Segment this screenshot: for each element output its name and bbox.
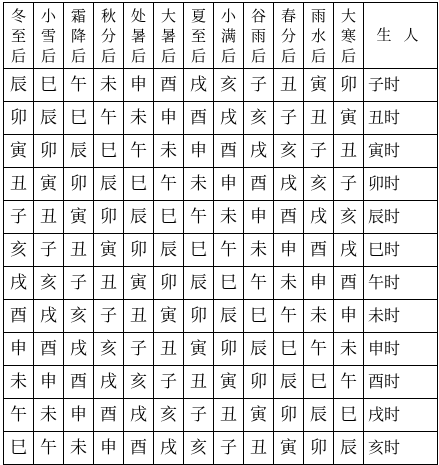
header-char: 后 bbox=[130, 46, 146, 65]
branch-cell: 酉 bbox=[244, 168, 274, 201]
branch-cell: 子 bbox=[124, 333, 154, 366]
header-char: 秋 bbox=[100, 6, 116, 25]
solar-term-header bbox=[334, 3, 364, 69]
branch-cell: 子 bbox=[184, 399, 214, 432]
branch-cell: 卯 bbox=[94, 201, 124, 234]
header-char: 冬 bbox=[10, 6, 26, 25]
branch-cell: 巳 bbox=[34, 69, 64, 102]
branch-cell: 酉 bbox=[184, 102, 214, 135]
branch-cell: 酉 bbox=[94, 399, 124, 432]
table-row bbox=[4, 399, 438, 432]
branch-cell: 亥 bbox=[304, 168, 334, 201]
branch-cell: 子 bbox=[214, 432, 244, 465]
branch-cell: 戌 bbox=[154, 432, 184, 465]
branch-cell: 巳 bbox=[64, 102, 94, 135]
branch-cell: 亥 bbox=[124, 366, 154, 399]
branch-cell: 辰 bbox=[34, 102, 64, 135]
branch-cell: 申 bbox=[184, 135, 214, 168]
header-char: 后 bbox=[220, 46, 236, 65]
branch-cell: 辰 bbox=[334, 432, 364, 465]
birth-hour-label: 申时 bbox=[364, 333, 438, 366]
branch-cell: 酉 bbox=[64, 366, 94, 399]
branch-cell: 亥 bbox=[4, 234, 34, 267]
branch-cell: 子 bbox=[154, 366, 184, 399]
birth-hour-label: 酉时 bbox=[364, 366, 438, 399]
branch-cell: 申 bbox=[334, 300, 364, 333]
branch-cell: 酉 bbox=[34, 333, 64, 366]
header-char: 后 bbox=[40, 46, 56, 65]
branch-cell: 子 bbox=[334, 168, 364, 201]
branch-cell: 子 bbox=[244, 69, 274, 102]
branch-cell: 申 bbox=[274, 234, 304, 267]
birth-hour-label: 子时 bbox=[364, 69, 438, 102]
branch-cell: 未 bbox=[334, 333, 364, 366]
branch-cell: 子 bbox=[34, 234, 64, 267]
branch-cell: 亥 bbox=[34, 267, 64, 300]
branch-cell: 未 bbox=[4, 366, 34, 399]
branch-cell: 酉 bbox=[304, 234, 334, 267]
branch-cell: 戌 bbox=[124, 399, 154, 432]
birth-hour-label: 寅时 bbox=[364, 135, 438, 168]
header-char: 大 bbox=[160, 6, 176, 25]
branch-cell: 亥 bbox=[184, 432, 214, 465]
branch-cell: 酉 bbox=[214, 135, 244, 168]
branch-cell: 子 bbox=[274, 102, 304, 135]
solar-term-header bbox=[184, 3, 214, 69]
header-char: 雨 bbox=[250, 26, 266, 45]
solar-term-header bbox=[94, 3, 124, 69]
branch-cell: 巳 bbox=[274, 333, 304, 366]
table-row bbox=[4, 333, 438, 366]
branch-cell: 戌 bbox=[244, 135, 274, 168]
branch-cell: 卯 bbox=[334, 69, 364, 102]
header-char: 降 bbox=[70, 26, 86, 45]
solar-term-header bbox=[4, 3, 34, 69]
header-char: 春 bbox=[280, 6, 296, 25]
branch-cell: 酉 bbox=[334, 267, 364, 300]
branch-cell: 丑 bbox=[244, 432, 274, 465]
header-char: 后 bbox=[340, 46, 356, 65]
branch-cell: 戌 bbox=[304, 201, 334, 234]
branch-cell: 未 bbox=[274, 267, 304, 300]
branch-cell: 午 bbox=[184, 201, 214, 234]
table-wrapper bbox=[3, 2, 438, 465]
birth-hour-label: 亥时 bbox=[364, 432, 438, 465]
branch-cell: 巳 bbox=[94, 135, 124, 168]
branch-cell: 未 bbox=[214, 201, 244, 234]
branch-cell: 申 bbox=[214, 168, 244, 201]
birth-hour-label: 午时 bbox=[364, 267, 438, 300]
branch-cell: 卯 bbox=[124, 234, 154, 267]
branch-cell: 午 bbox=[334, 366, 364, 399]
branch-cell: 辰 bbox=[184, 267, 214, 300]
header-char: 大 bbox=[340, 6, 356, 25]
solar-term-header bbox=[124, 3, 154, 69]
branch-cell: 未 bbox=[154, 135, 184, 168]
branch-cell: 子 bbox=[304, 135, 334, 168]
branch-cell: 巳 bbox=[4, 432, 34, 465]
branch-cell: 申 bbox=[124, 69, 154, 102]
branch-cell: 亥 bbox=[214, 69, 244, 102]
branch-cell: 亥 bbox=[64, 300, 94, 333]
header-char: 寒 bbox=[340, 26, 356, 45]
branch-cell: 寅 bbox=[304, 69, 334, 102]
branch-cell: 巳 bbox=[184, 234, 214, 267]
branch-cell: 申 bbox=[64, 399, 94, 432]
branch-cell: 寅 bbox=[214, 366, 244, 399]
header-char: 至 bbox=[10, 26, 26, 45]
table-row bbox=[4, 267, 438, 300]
birth-hour-label: 巳时 bbox=[364, 234, 438, 267]
branch-cell: 午 bbox=[154, 168, 184, 201]
branch-cell: 卯 bbox=[34, 135, 64, 168]
header-char: 后 bbox=[280, 46, 296, 65]
header-char: 至 bbox=[190, 26, 206, 45]
birth-header: 生人 bbox=[364, 3, 438, 69]
header-char: 小 bbox=[40, 6, 56, 25]
birth-hour-label: 卯时 bbox=[364, 168, 438, 201]
solar-term-header bbox=[244, 3, 274, 69]
branch-cell: 丑 bbox=[334, 135, 364, 168]
branch-cell: 戌 bbox=[274, 168, 304, 201]
branch-cell: 未 bbox=[34, 399, 64, 432]
branch-cell: 申 bbox=[154, 102, 184, 135]
branch-cell: 戌 bbox=[334, 234, 364, 267]
branch-cell: 午 bbox=[304, 333, 334, 366]
branch-cell: 申 bbox=[34, 366, 64, 399]
solar-term-header bbox=[64, 3, 94, 69]
branch-cell: 子 bbox=[4, 201, 34, 234]
header-char: 小 bbox=[220, 6, 236, 25]
branch-cell: 戌 bbox=[184, 69, 214, 102]
branch-cell: 午 bbox=[34, 432, 64, 465]
branch-cell: 午 bbox=[64, 69, 94, 102]
branch-cell: 丑 bbox=[94, 267, 124, 300]
branch-cell: 卯 bbox=[64, 168, 94, 201]
branch-cell: 戌 bbox=[214, 102, 244, 135]
branch-cell: 寅 bbox=[64, 201, 94, 234]
branch-cell: 丑 bbox=[304, 102, 334, 135]
header-char: 暑 bbox=[160, 26, 176, 45]
branch-cell: 午 bbox=[124, 135, 154, 168]
branch-cell: 巳 bbox=[124, 168, 154, 201]
table-row bbox=[4, 201, 438, 234]
branch-cell: 亥 bbox=[334, 201, 364, 234]
branch-cell: 午 bbox=[274, 300, 304, 333]
branch-cell: 寅 bbox=[34, 168, 64, 201]
branch-cell: 寅 bbox=[334, 102, 364, 135]
branch-cell: 丑 bbox=[124, 300, 154, 333]
branch-cell: 辰 bbox=[4, 69, 34, 102]
header-char: 谷 bbox=[250, 6, 266, 25]
header-char: 后 bbox=[160, 46, 176, 65]
header-char: 满 bbox=[220, 26, 236, 45]
header-char: 处 bbox=[130, 6, 146, 25]
table-row bbox=[4, 102, 438, 135]
branch-cell: 巳 bbox=[154, 201, 184, 234]
header-char: 分 bbox=[100, 26, 116, 45]
branch-cell: 酉 bbox=[4, 300, 34, 333]
table-row bbox=[4, 69, 438, 102]
branch-cell: 卯 bbox=[274, 399, 304, 432]
branch-cell: 寅 bbox=[244, 399, 274, 432]
branch-cell: 申 bbox=[4, 333, 34, 366]
table-row bbox=[4, 168, 438, 201]
branch-cell: 卯 bbox=[304, 432, 334, 465]
header-char: 后 bbox=[100, 46, 116, 65]
header-char: 后 bbox=[70, 46, 86, 65]
branch-cell: 辰 bbox=[64, 135, 94, 168]
branch-cell: 亥 bbox=[154, 399, 184, 432]
branch-cell: 午 bbox=[244, 267, 274, 300]
branch-cell: 未 bbox=[94, 69, 124, 102]
branch-cell: 申 bbox=[244, 201, 274, 234]
branch-cell: 辰 bbox=[304, 399, 334, 432]
table-row bbox=[4, 366, 438, 399]
branch-cell: 酉 bbox=[154, 69, 184, 102]
solar-term-header bbox=[304, 3, 334, 69]
branch-cell: 卯 bbox=[244, 366, 274, 399]
header-char: 暑 bbox=[130, 26, 146, 45]
branch-cell: 戌 bbox=[4, 267, 34, 300]
branch-cell: 寅 bbox=[274, 432, 304, 465]
header-char: 雪 bbox=[40, 26, 56, 45]
table-row bbox=[4, 234, 438, 267]
solar-term-header bbox=[154, 3, 184, 69]
solar-term-header bbox=[274, 3, 304, 69]
branch-cell: 未 bbox=[184, 168, 214, 201]
branch-cell: 未 bbox=[64, 432, 94, 465]
header-char: 分 bbox=[280, 26, 296, 45]
branch-cell: 戌 bbox=[94, 366, 124, 399]
branch-cell: 巳 bbox=[304, 366, 334, 399]
branch-cell: 辰 bbox=[94, 168, 124, 201]
branch-cell: 巳 bbox=[334, 399, 364, 432]
header-char: 水 bbox=[310, 26, 326, 45]
branch-cell: 午 bbox=[214, 234, 244, 267]
branch-cell: 巳 bbox=[214, 267, 244, 300]
branch-cell: 巳 bbox=[244, 300, 274, 333]
branch-cell: 辰 bbox=[244, 333, 274, 366]
branch-cell: 辰 bbox=[214, 300, 244, 333]
branch-cell: 丑 bbox=[64, 234, 94, 267]
birth-hour-label: 丑时 bbox=[364, 102, 438, 135]
header-row bbox=[4, 3, 438, 69]
solar-term-header bbox=[34, 3, 64, 69]
branch-cell: 申 bbox=[94, 432, 124, 465]
solar-term-header bbox=[214, 3, 244, 69]
header-char: 后 bbox=[10, 46, 26, 65]
branch-cell: 丑 bbox=[34, 201, 64, 234]
branch-cell: 卯 bbox=[154, 267, 184, 300]
branch-cell: 酉 bbox=[274, 201, 304, 234]
branch-cell: 丑 bbox=[154, 333, 184, 366]
branch-cell: 寅 bbox=[4, 135, 34, 168]
branch-cell: 辰 bbox=[154, 234, 184, 267]
branch-cell: 辰 bbox=[274, 366, 304, 399]
branch-cell: 亥 bbox=[274, 135, 304, 168]
branch-cell: 寅 bbox=[184, 333, 214, 366]
branch-cell: 子 bbox=[94, 300, 124, 333]
branch-cell: 丑 bbox=[184, 366, 214, 399]
branch-cell: 丑 bbox=[274, 69, 304, 102]
branch-cell: 子 bbox=[64, 267, 94, 300]
branch-cell: 辰 bbox=[124, 201, 154, 234]
branch-cell: 午 bbox=[94, 102, 124, 135]
header-char: 夏 bbox=[190, 6, 206, 25]
branch-cell: 寅 bbox=[94, 234, 124, 267]
branch-cell: 丑 bbox=[214, 399, 244, 432]
header-char: 后 bbox=[190, 46, 206, 65]
branch-cell: 酉 bbox=[124, 432, 154, 465]
table-body bbox=[4, 3, 438, 465]
birth-hour-label: 辰时 bbox=[364, 201, 438, 234]
branch-cell: 午 bbox=[4, 399, 34, 432]
branch-cell: 丑 bbox=[4, 168, 34, 201]
branch-cell: 卯 bbox=[214, 333, 244, 366]
branch-cell: 戌 bbox=[64, 333, 94, 366]
table-row bbox=[4, 135, 438, 168]
birth-hour-table bbox=[3, 2, 438, 465]
header-char: 后 bbox=[310, 46, 326, 65]
branch-cell: 申 bbox=[304, 267, 334, 300]
branch-cell: 寅 bbox=[154, 300, 184, 333]
branch-cell: 亥 bbox=[94, 333, 124, 366]
header-char: 雨 bbox=[310, 6, 326, 25]
branch-cell: 未 bbox=[124, 102, 154, 135]
branch-cell: 未 bbox=[304, 300, 334, 333]
branch-cell: 未 bbox=[244, 234, 274, 267]
branch-cell: 寅 bbox=[124, 267, 154, 300]
branch-cell: 卯 bbox=[184, 300, 214, 333]
header-char: 霜 bbox=[70, 6, 86, 25]
table-row bbox=[4, 432, 438, 465]
birth-hour-label: 未时 bbox=[364, 300, 438, 333]
branch-cell: 亥 bbox=[244, 102, 274, 135]
branch-cell: 卯 bbox=[4, 102, 34, 135]
table-row bbox=[4, 300, 438, 333]
header-char: 后 bbox=[250, 46, 266, 65]
birth-hour-label: 戌时 bbox=[364, 399, 438, 432]
branch-cell: 戌 bbox=[34, 300, 64, 333]
